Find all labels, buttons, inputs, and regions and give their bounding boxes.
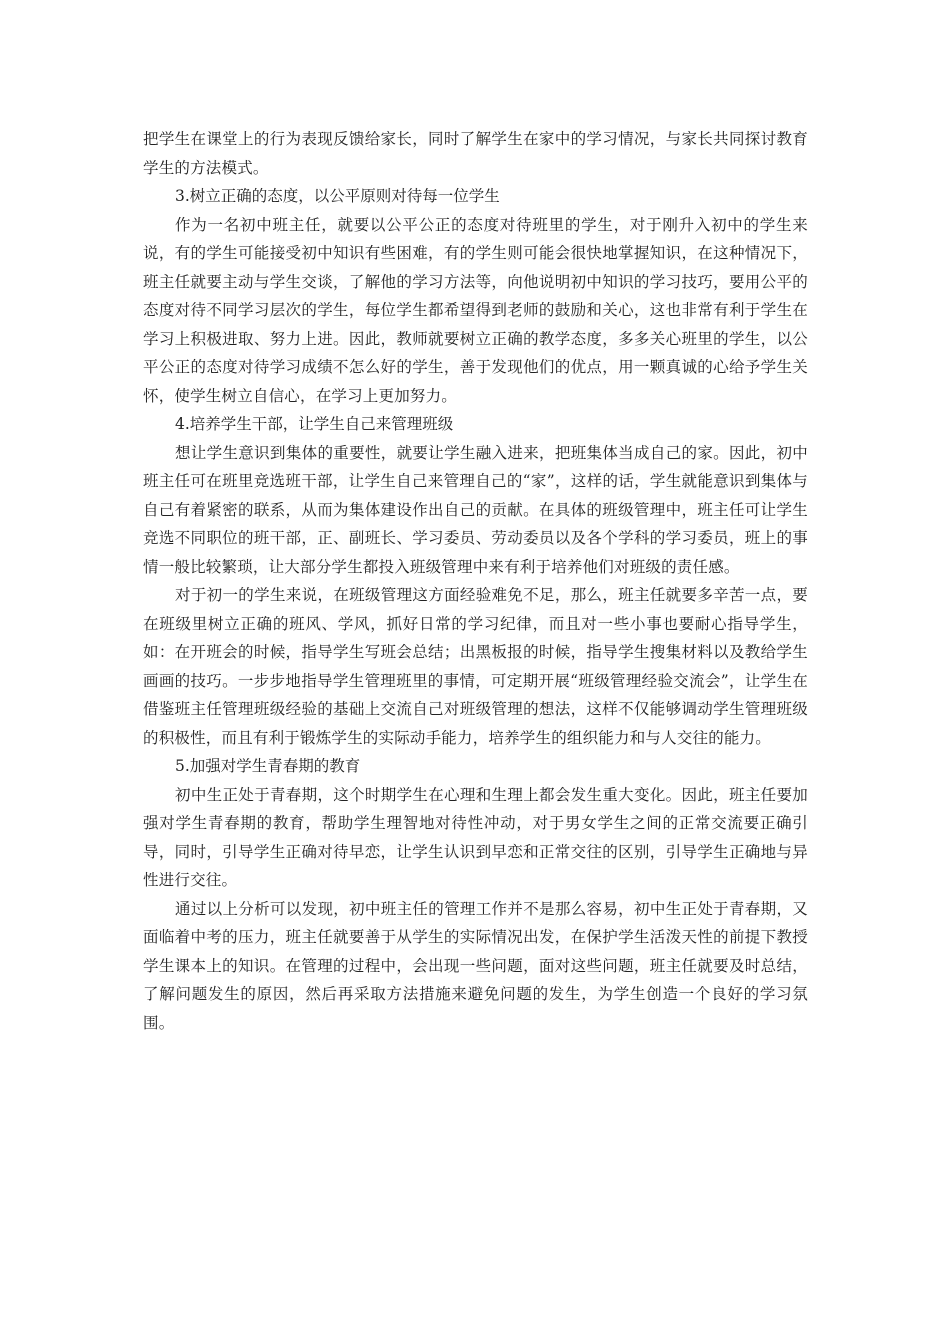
paragraph-grade-one-guidance: 对于初一的学生来说，在班级管理这方面经验难免不足，那么，班主任就要多辛苦一点，要在班级里树立正确的班风、学风，抓好日常的学习纪律，而且对一些小事也要耐心指导学生，如：在开班会的时候，指导学生写班会总结；出黑板报的时候，指导学生搜集材料以及教给学生画画的技巧。一步步地指导学生管理班里的事情，可定期开展“班级管理经验交流会”，让学生在借鉴班主任管理班级经验的基础上交流自己对班级管理的想法，这样不仅能够调动学生管理班级的积极性，而且有利于锻炼学生的实际动手能力，培养学生的组织能力和与人交往的能力。 (143, 586, 808, 747)
section-heading-3: 3.树立正确的态度，以公平原则对待每一位学生 (175, 187, 500, 205)
paragraph-adolescence-education: 初中生正处于青春期，这个时期学生在心理和生理上都会发生重大变化。因此，班主任要加强对学生青春期的教育，帮助学生理智地对待性冲动，对于男女学生之间的正常交流要正确引导，同时，引导学生正确对待早恋，让学生认识到早恋和正常交往的区别，引导学生正确地与异性进行交往。 (143, 785, 808, 889)
paragraph-continuation: 把学生在课堂上的行为表现反馈给家长，同时了解学生在家中的学习情况，与家长共同探讨教育学生的方法模式。 (143, 130, 808, 177)
section-heading-5: 5.加强对学生青春期的教育 (175, 757, 361, 775)
document-page (143, 125, 808, 1037)
paragraph-conclusion: 通过以上分析可以发现，初中班主任的管理工作并不是那么容易，初中生正处于青春期，又面临着中考的压力，班主任就要善于从学生的实际情况出发，在保护学生活泼天性的前提下教授学生课本上的知识。在管理的过程中，会出现一些问题，面对这些问题，班主任就要及时总结，了解问题发生的原因，然后再采取方法措施来避免问题的发生，为学生创造一个良好的学习氛围。 (143, 899, 808, 1032)
paragraph-fair-attitude: 作为一名初中班主任，就要以公平公正的态度对待班里的学生，对于刚升入初中的学生来说，有的学生可能接受初中知识有些困难，有的学生则可能会很快地掌握知识，在这种情况下，班主任就要主动与学生交谈，了解他的学习方法等，向他说明初中知识的学习技巧，要用公平的态度对待不同学习层次的学生，每位学生都希望得到老师的鼓励和关心，这也非常有利于学生在学习上积极进取、努力上进。因此，教师就要树立正确的教学态度，多多关心班里的学生，以公平公正的态度对待学习成绩不怎么好的学生，善于发现他们的优点，用一颗真诚的心给予学生关怀，使学生树立自信心，在学习上更加努力。 (143, 215, 808, 405)
section-heading-4: 4.培养学生干部，让学生自己来管理班级 (175, 415, 454, 433)
paragraph-student-cadres: 想让学生意识到集体的重要性，就要让学生融入进来，把班集体当成自己的家。因此，初中班主任可在班里竞选班干部，让学生自己来管理自己的“家”，这样的话，学生就能意识到集体与自己有着紧密的联系，从而为集体建设作出自己的贡献。在具体的班级管理中，班主任可让学生竞选不同职位的班干部，正、副班长、学习委员、劳动委员以及各个学科的学习委员，班上的事情一般比较繁琐，让大部分学生都投入班级管理中来有利于培养他们对班级的责任感。 (143, 443, 808, 576)
